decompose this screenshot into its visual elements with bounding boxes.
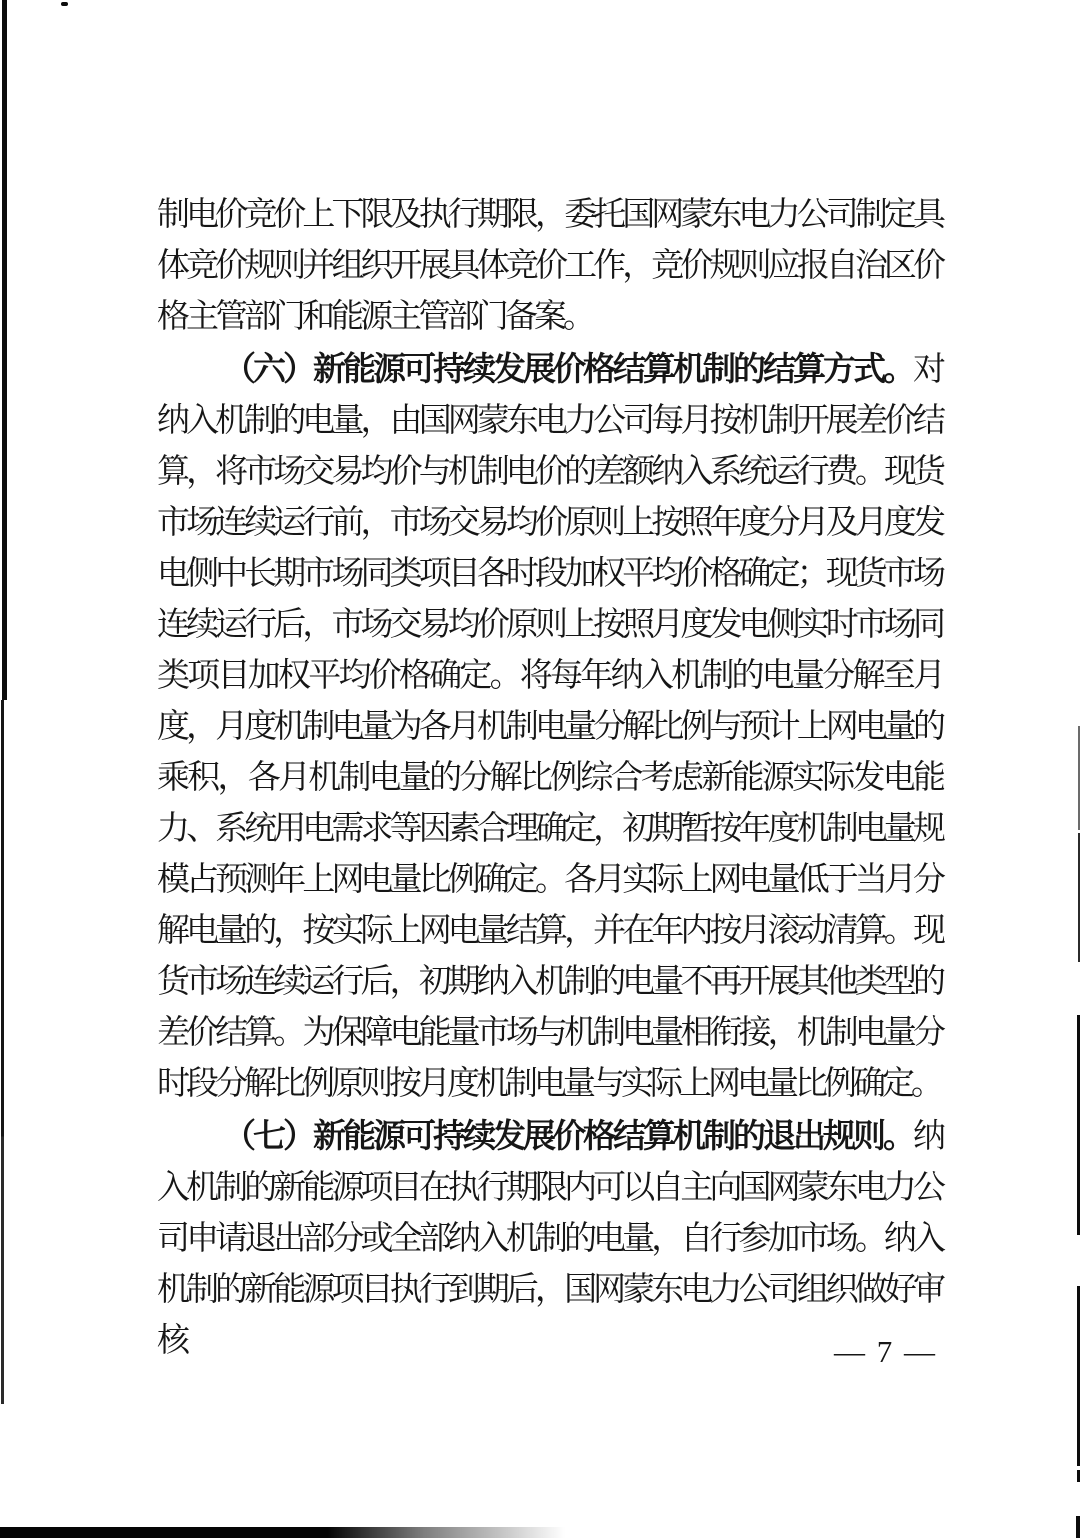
scan-artifact-left-border-top xyxy=(2,0,7,700)
page-number: — 7 — xyxy=(834,1334,937,1369)
paragraph-section-6 xyxy=(157,343,942,1110)
paragraph-section-7 xyxy=(157,1110,942,1367)
paragraph-text: 纳入机制的新能源项目在执行期限内可以自主向国网蒙东电力公司申请退出部分或全部纳入机制的电量，自行参加市场。纳入机制的新能源项目执行到期后，国网蒙东电力公司组织做好审核 xyxy=(157,1119,942,1359)
paragraph-continuation xyxy=(157,190,942,343)
section-7-heading: （七）新能源可持续发展价格结算机制的退出规则。 xyxy=(223,1117,913,1154)
document-content xyxy=(157,190,942,1367)
paragraph-text: 制电价竞价上下限及执行期限，委托国网蒙东电力公司制定具体竞价规则并组织开展具体竞价工作，竞价规则应报自治区价格主管部门和能源主管部门备案。 xyxy=(157,197,942,335)
section-6-heading: （六）新能源可持续发展价格结算机制的结算方式。 xyxy=(223,350,913,387)
scan-artifact-left-border-bottom xyxy=(1,700,4,1404)
paragraph-text: 对纳入机制的电量，由国网蒙东电力公司每月按机制开展差价结算，将市场交易均价与机制电价的差额纳入系统运行费。现货市场连续运行前，市场交易均价原则上按照年度分月及月度发电侧中长期市场同类项目各时段加权平均价格确定；现货市场连续运行后，市场交易均价原则上按照月度发电侧实时市场同类项目加权平均价格确定。将每年纳入机制的电量分解至月度，月度机制电量为各月机制电量分解比例与预计上网电量的乘积，各月机制电量的分解比例综合考虑新能源实际发电能力、系统用电需求等因素合理确定，初期暂按年度机制电量规模占预测年上网电量比例确定。各月实际上网电量低于当月分解电量的，按实际上网电量结算，并在年内按月滚动清算。现货市场连续运行后，初期纳入机制的电量不再开展其他类型的差价结算。为保障电能量市场与机制电量相衔接，机制电量分时段分解比例原则按月度机制电量与实际上网电量比例确定。 xyxy=(157,352,942,1102)
scan-artifact-top-dot xyxy=(61,2,68,6)
scan-artifact-bottom-bar xyxy=(0,1527,565,1538)
scan-artifact-right-edge-mark xyxy=(1076,1516,1080,1538)
